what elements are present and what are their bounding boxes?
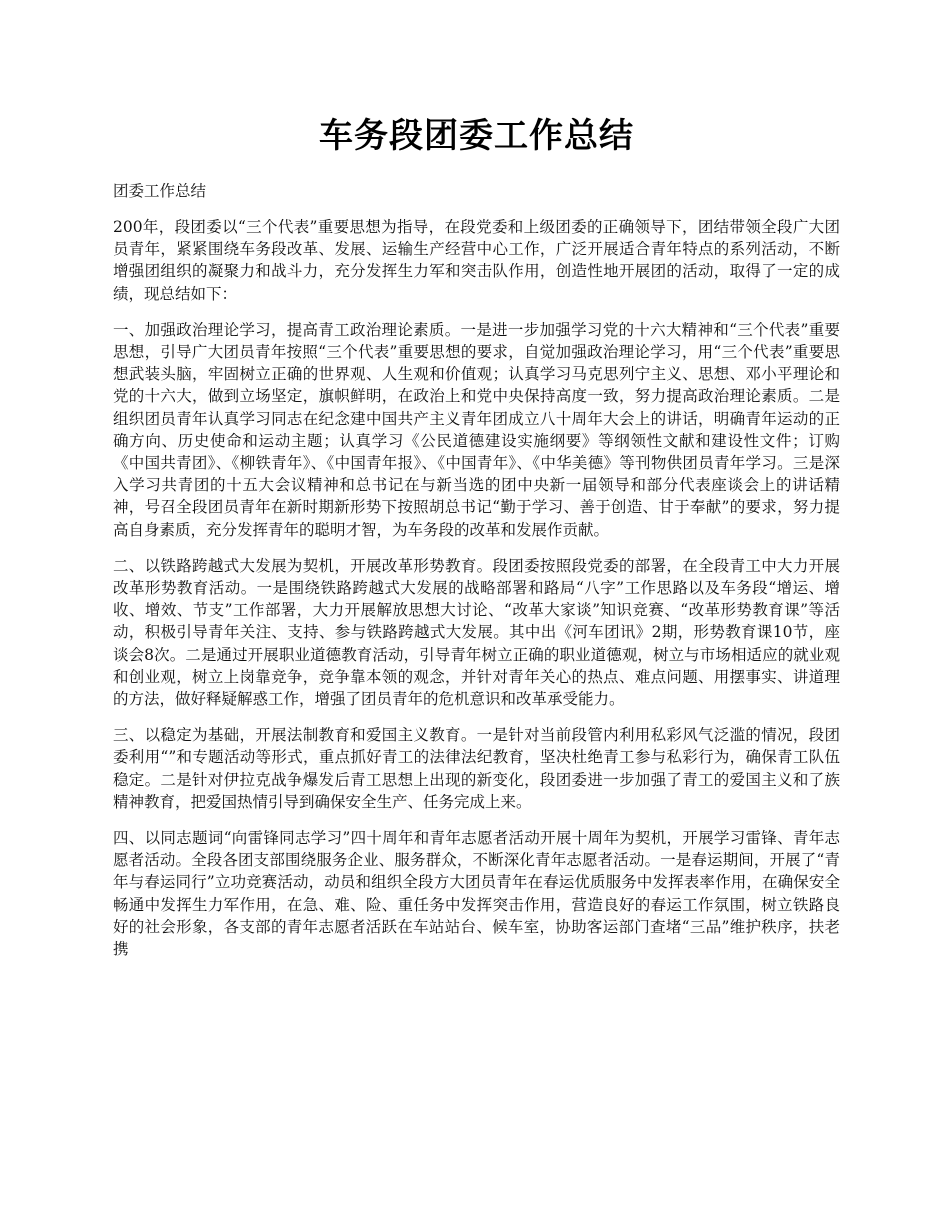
paragraph-section-1: 一、加强政治理论学习，提高青工政治理论素质。一是进一步加强学习党的十六大精神和“三个代表”重要思想，引导广大团员青年按照“三个代表”重要思想的要求，自觉加强政治理论学习，用“三个代表”重要思想武装头脑，牢固树立正确的世界观、人生观和价值观；认真学习马克思列宁主义、思想、邓小平理论和党的十六大，做到立场坚定，旗帜鲜明，在政治上和党中央保持高度一致，努力提高政治理论素质。二是组织团员青年认真学习同志在纪念建中国共产主义青年团成立八十周年大会上的讲话，明确青年运动的正确方向、历史使命和运动主题；认真学习《公民道德建设实施纲要》等纲领性文献和建设性文件；订购《中国共青团》、《柳铁青年》、《中国青年报》、《中国青年》、《中华美德》等刊物供团员青年学习。三是深入学习共青团的十五大会议精神和总书记在与新当选的团中央新一届领导和部分代表座谈会上的讲话精神，号召全段团员青年在新时期新形势下按照胡总书记“勤于学习、善于创造、甘于奉献”的要求，努力提高自身素质，充分发挥青年的聪明才智，为车务段的改革和发展作贡献。 — [113, 320, 840, 539]
paragraph-section-3: 三、以稳定为基础，开展法制教育和爱国主义教育。一是针对当前段管内利用私彩风气泛滥的情况，段团委利用“”和专题活动等形式，重点抓好青工的法律法纪教育，坚决杜绝青工参与私彩行为，确保青工队伍稳定。二是针对伊拉克战争爆发后青工思想上出现的新变化，段团委进一步加强了青工的爱国主义和了族精神教育，把爱国热情引导到确保安全生产、任务完成上来。 — [113, 726, 840, 811]
paragraph-section-2: 二、以铁路跨越式大发展为契机，开展改革形势教育。段团委按照段党委的部署，在全段青工中大力开展改革形势教育活动。一是围绕铁路跨越式大发展的战略部署和路局“八字”工作思路以及车务段“增运、增收、增效、节支”工作部署，大力开展解放思想大讨论、“改革大家谈”知识竞赛、“改革形势教育课”等活动，积极引导青年关注、支持、参与铁路跨越式大发展。其中出《河车团讯》2期，形势教育课10节，座谈会8次。二是通过开展职业道德教育活动，引导青年树立正确的职业道德观，树立与市场相适应的就业观和创业观，树立上岗靠竞争，竞争靠本领的观念，并针对青年关心的热点、难点问题、用摆事实、讲道理的方法，做好释疑解惑工作，增强了团员青年的危机意识和改革承受能力。 — [113, 556, 840, 709]
document-page — [113, 112, 840, 974]
document-subtitle: 团委工作总结 — [113, 182, 207, 200]
document-title: 车务段团委工作总结 — [319, 116, 634, 156]
paragraph-section-4: 四、以同志题词“向雷锋同志学习”四十周年和青年志愿者活动开展十周年为契机，开展学习雷锋、青年志愿者活动。全段各团支部围绕服务企业、服务群众，不断深化青年志愿者活动。一是春运期间，开展了“青年与春运同行”立功竞赛活动，动员和组织全段方大团员青年在春运优质服务中发挥表率作用，在确保安全畅通中发挥生力军作用，在急、难、险、重任务中发挥突击作用，营造良好的春运工作氛围，树立铁路良好的社会形象，各支部的青年志愿者活跃在车站站台、候车室，协助客运部门查堵“三品”维护秩序，扶老携 — [113, 829, 840, 959]
paragraph-intro: 200年，段团委以“三个代表”重要思想为指导，在段党委和上级团委的正确领导下，团结带领全段广大团员青年，紧紧围绕车务段改革、发展、运输生产经营中心工作，广泛开展适合青年特点的系列活动，不断增强团组织的凝聚力和战斗力，充分发挥生力军和突击队作用，创造性地开展团的活动，取得了一定的成绩，现总结如下： — [113, 218, 840, 303]
